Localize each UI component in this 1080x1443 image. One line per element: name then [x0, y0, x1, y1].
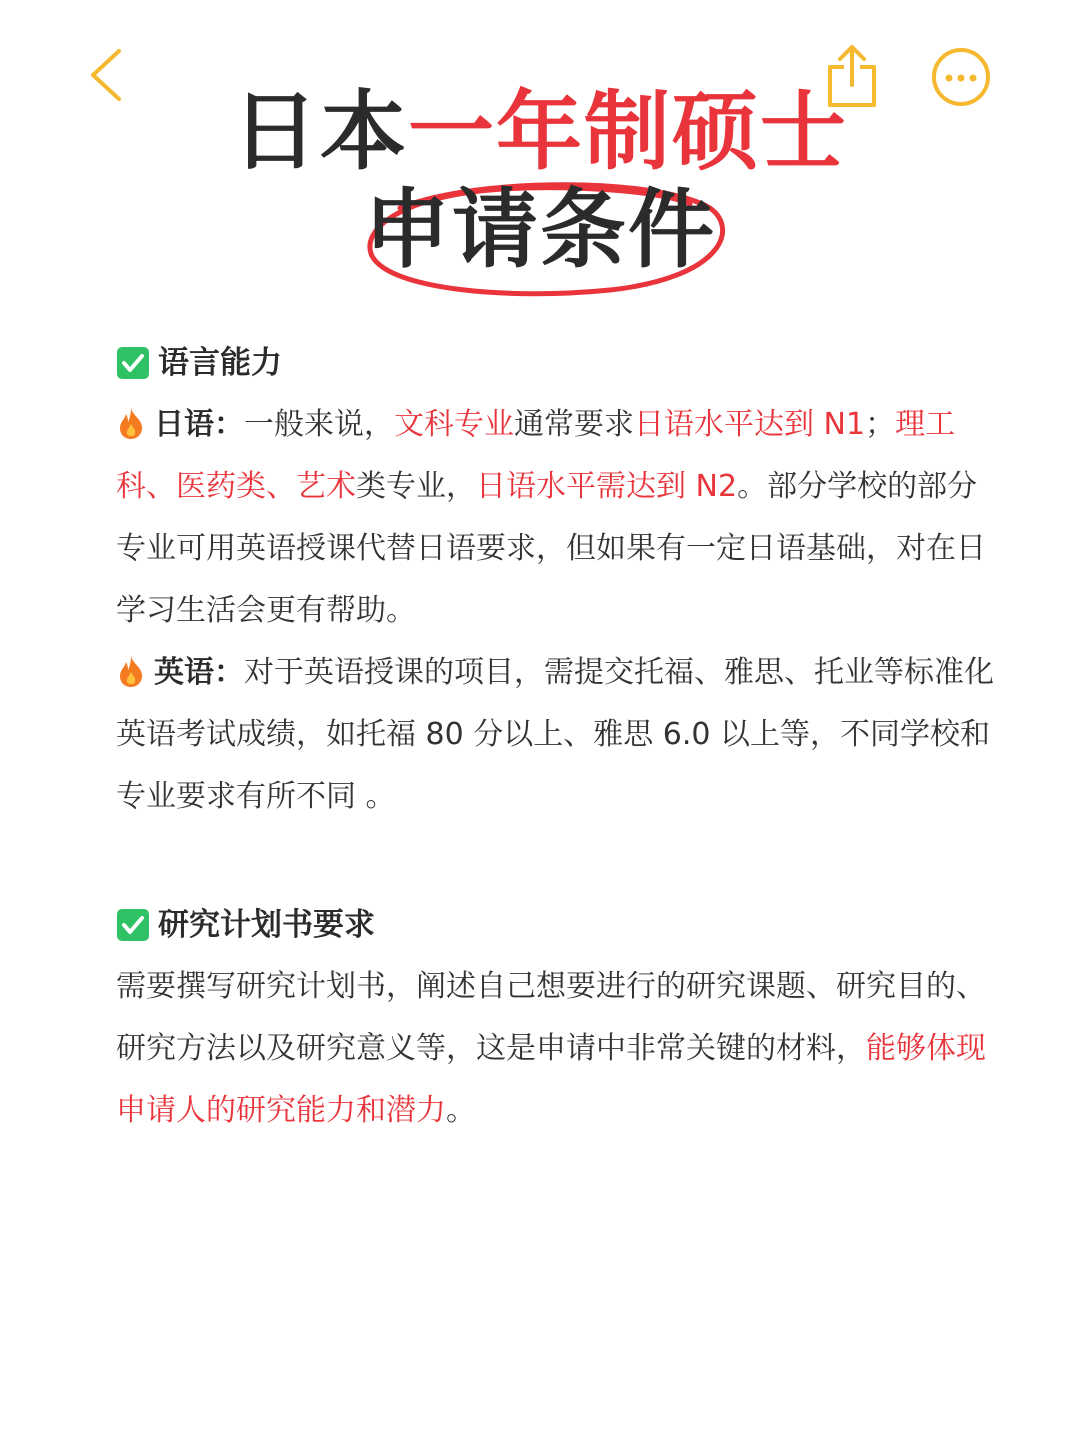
title-red-part: 一年制硕士: [408, 82, 848, 182]
check-box-icon: [116, 908, 150, 942]
section-heading: 研究计划书要求: [116, 894, 996, 956]
check-box-icon: [116, 346, 150, 380]
english-paragraph: 英语：对于英语授课的项目，需提交托福、雅思、托业等标准化英语考试成绩，如托福 80 分以上、雅思 6.0 以上等，不同学校和专业要求有所不同 。: [116, 655, 994, 814]
page-subtitle: 申请条件: [364, 180, 716, 280]
page-title: [0, 82, 1080, 182]
section-heading: 语言能力: [116, 332, 996, 394]
research-paragraph: 需要撰写研究计划书，阐述自己想要进行的研究课题、研究目的、研究方法以及研究意义等，这是申请中非常关键的材料，能够体现申请人的研究能力和潜力。: [116, 969, 986, 1128]
title-black-part: 日本: [232, 82, 408, 182]
section-research-plan: [116, 894, 996, 1142]
japanese-paragraph: 日语：一般来说，文科专业通常要求日语水平达到 N1；理工科、医药类、艺术类专业，日语水平需达到 N2。部分学校的部分专业可用英语授课代替日语要求，但如果有一定日语基础，对在日学习生活会更有帮助。: [116, 407, 986, 628]
section-language: [116, 332, 996, 828]
fire-icon: [116, 654, 146, 688]
fire-icon: [116, 406, 146, 440]
